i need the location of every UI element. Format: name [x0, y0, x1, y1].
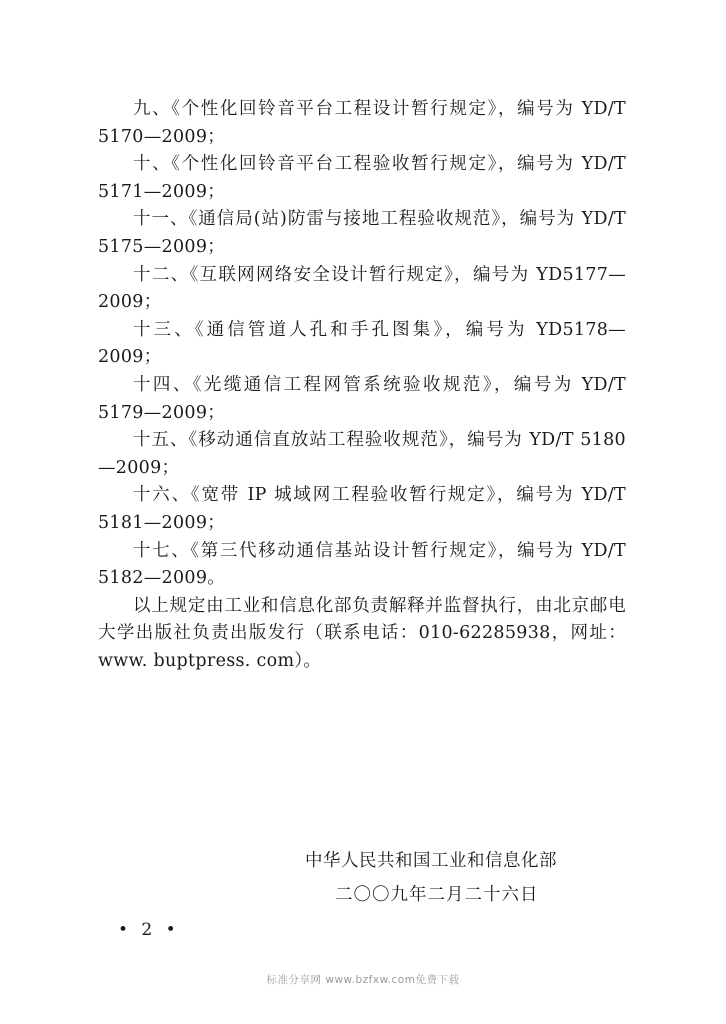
issue-date: 二〇〇九年二月二十六日 — [335, 885, 539, 905]
list-item-11: 十一、《通信局(站)防雷与接地工程验收规范》，编号为 YD/T 5175—2009； — [98, 209, 626, 257]
list-item-14: 十四、《光缆通信工程网管系统验收规范》，编号为 YD/T 5179—2009； — [98, 374, 626, 423]
list-item-10: 十、《个性化回铃音平台工程验收暂行规定》，编号为 YD/T 5171—2009； — [98, 154, 626, 202]
list-item-12: 十二、《互联网网络安全设计暂行规定》，编号为 YD5177—2009； — [98, 264, 626, 313]
list-item-16: 十六、《宽带 IP 城域网工程验收暂行规定》，编号为 YD/T 5181—2009； — [98, 485, 626, 533]
list-item-17: 十七、《第三代移动通信基站设计暂行规定》，编号为 YD/T 5182—2009。 — [98, 540, 626, 589]
list-item-9: 九、《个性化回铃音平台工程设计暂行规定》，编号为 YD/T 5170—2009； — [98, 99, 626, 147]
list-item-15: 十五、《移动通信直放站工程验收规范》，编号为 YD/T 5180—2009； — [98, 430, 626, 478]
closing-paragraph: 以上规定由工业和信息化部负责解释并监督执行，由北京邮电大学出版社负责出版发行（联系电话：010-62285938，网址：www. buptpress. com）。 — [98, 595, 626, 671]
list-item-13: 十三、《通信管道人孔和手孔图集》，编号为 YD5178—2009； — [98, 319, 626, 368]
page-number: • 2 • — [118, 920, 180, 940]
signature-block — [305, 844, 605, 912]
watermark-text: 标准分享网 www.bzfxw.com免费下载 — [266, 974, 460, 986]
issuing-organization: 中华人民共和国工业和信息化部 — [305, 851, 557, 871]
document-body — [98, 96, 626, 675]
